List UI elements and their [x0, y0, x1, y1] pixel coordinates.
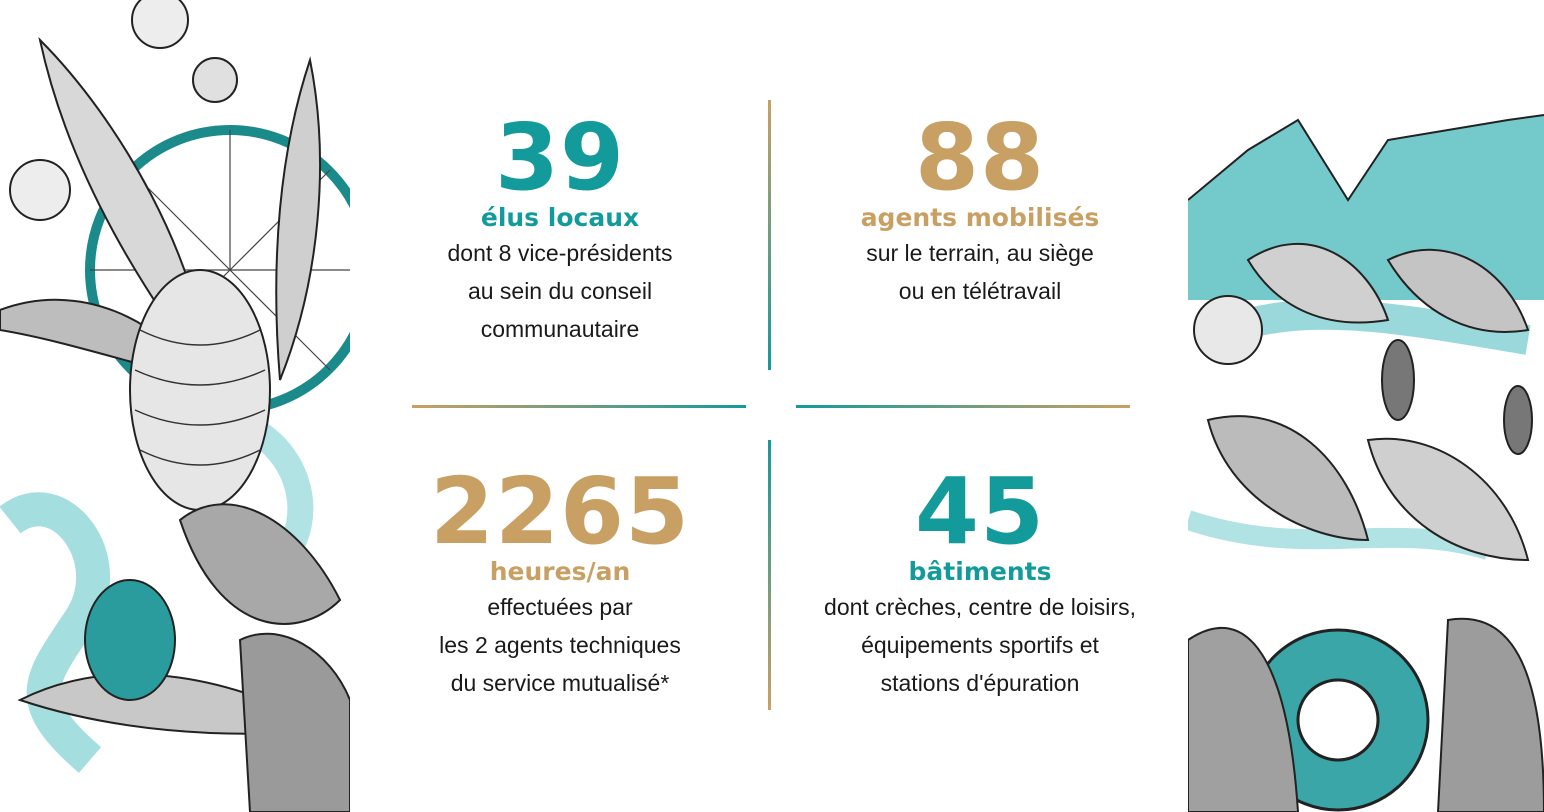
divider-horizontal-right — [796, 405, 1130, 408]
stat-heures-an — [400, 458, 720, 702]
botanical-landscape-illustration-icon — [1188, 0, 1544, 812]
stat-description — [820, 234, 1140, 310]
botanical-illustration-icon — [0, 0, 350, 812]
stat-batiments — [790, 458, 1170, 702]
stat-description-line: effectuées par — [487, 593, 633, 620]
stat-description — [790, 588, 1170, 702]
stat-description-line: sur le terrain, au siège — [866, 239, 1094, 266]
stat-label: élus locaux — [480, 203, 640, 232]
stat-description-line: dont 8 vice-présidents — [447, 239, 673, 266]
stat-elus-locaux — [410, 104, 710, 348]
stat-agents-mobilises — [820, 104, 1140, 310]
stat-description-line: stations d'épuration — [880, 669, 1080, 696]
stat-description-line: du service mutualisé* — [450, 669, 670, 696]
stat-description-line: au sein du conseil — [467, 277, 653, 304]
divider-vertical-bottom — [768, 440, 771, 710]
stat-number: 2265 — [429, 458, 691, 565]
stat-description-line: communautaire — [480, 315, 640, 342]
stat-label: agents mobilisés — [860, 203, 1100, 232]
stat-description — [410, 234, 710, 348]
divider-vertical-top — [768, 100, 771, 370]
stat-number: 39 — [494, 104, 626, 211]
stat-description-line: équipements sportifs et — [861, 631, 1099, 658]
stat-description — [400, 588, 720, 702]
stat-description-line: dont crèches, centre de loisirs, — [824, 593, 1136, 620]
divider-horizontal-left — [412, 405, 746, 408]
stat-number: 45 — [914, 458, 1046, 565]
stat-label: heures/an — [489, 557, 631, 586]
stat-label: bâtiments — [908, 557, 1052, 586]
stat-description-line: les 2 agents techniques — [439, 631, 681, 658]
stat-description-line: ou en télétravail — [898, 277, 1062, 304]
stat-number: 88 — [914, 104, 1046, 211]
